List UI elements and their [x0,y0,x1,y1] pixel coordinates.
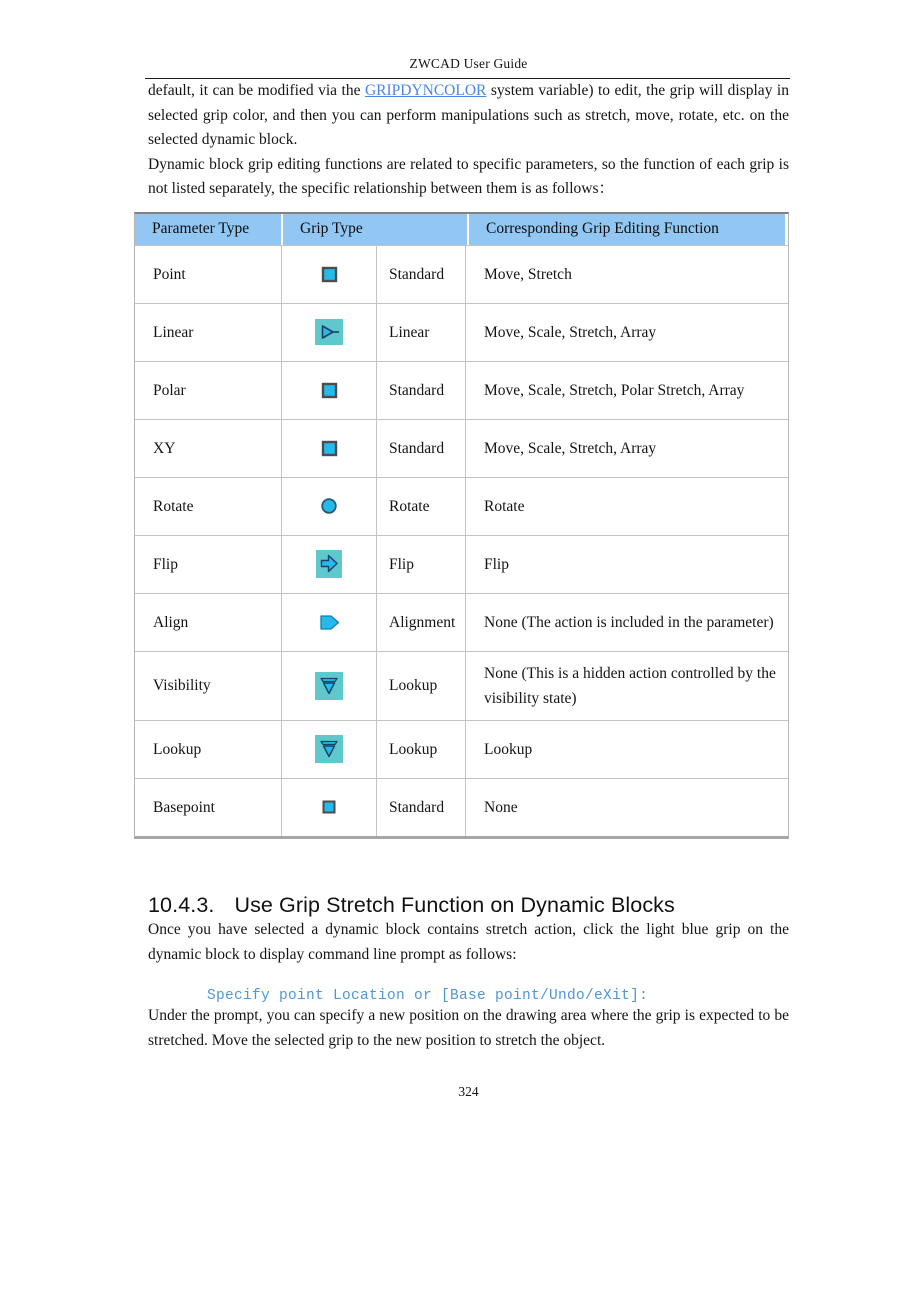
lookup-triangle-grip-icon [315,735,343,763]
section-paragraph-2: Under the prompt, you can specify a new position on the drawing area where the grip is expected to be stretched. Move the selected grip to the new position to stretch the object. [148,1007,789,1049]
grip-icon-cell [282,362,377,419]
linear-triangle-grip-icon [315,319,343,345]
square-small-grip-icon [322,800,336,814]
grip-function-cell: Rotate [484,497,525,515]
lookup-triangle-grip-icon [315,672,343,700]
table-row [135,303,788,361]
grip-icon-cell [282,721,377,778]
table-row [135,361,788,419]
parameter-type-cell: Basepoint [135,779,282,836]
grip-function-cell: None (This is a hidden action controlled by the visibility state) [484,664,776,707]
intro-paragraph-2: Dynamic block grip editing functions are related to specific parameters, so the function of each grip is not listed separately, the specific relationship between them is as follows： [148,155,789,198]
table-row [135,720,788,778]
grip-type-cell: Rotate [377,478,466,535]
grip-type-cell: Lookup [377,721,466,778]
running-header-title: ZWCAD User Guide [409,56,528,71]
intro-paragraph-1 [148,79,789,153]
grip-type-cell: Linear [377,304,466,361]
grip-type-cell: Standard [377,420,466,477]
section-number: 10.4.3. [148,892,215,917]
table-row [135,651,788,720]
grip-function-cell: Move, Scale, Stretch, Polar Stretch, Array [484,381,745,399]
page-number: 324 [458,1084,479,1100]
section-heading [148,893,789,918]
parameter-type-cell: Lookup [135,721,282,778]
align-arrow-grip-icon [319,614,340,631]
parameter-type-cell: Align [135,594,282,651]
section-paragraph-1: Once you have selected a dynamic block contains stretch action, click the light blue grip on the dynamic block to display command line prompt as follows: [148,920,789,963]
square-grip-icon [321,266,338,283]
table-row [135,593,788,651]
grip-icon-cell [282,420,377,477]
paragraph-text: system variable) to edit, the grip will display in selected grip color, and then you can perform manipulations such as stretch, move, rotate, etc. on the selected dynamic block. [148,82,789,149]
table-row [135,477,788,535]
table-row [135,535,788,593]
grip-icon-cell [282,478,377,535]
circle-grip-icon [320,497,338,515]
grip-type-cell: Standard [377,779,466,836]
grip-type-cell: Alignment [377,594,466,651]
parameter-type-cell: Point [135,246,282,303]
grip-function-cell: Move, Scale, Stretch, Array [484,439,657,457]
grip-icon-cell [282,652,377,720]
parameter-type-cell: Linear [135,304,282,361]
grip-type-cell: Flip [377,536,466,593]
command-line-prompt: Specify point Location or [Base point/Undo/eXit]: [207,988,649,1005]
grip-type-cell: Lookup [377,652,466,720]
flip-arrow-grip-icon [316,550,342,578]
grip-function-cell: Move, Stretch [484,265,572,283]
grip-type-cell: Standard [377,362,466,419]
grip-table-body [135,245,788,836]
parameter-type-cell: Rotate [135,478,282,535]
grip-icon-cell [282,594,377,651]
grip-parameter-table [134,212,789,839]
parameter-type-cell: Flip [135,536,282,593]
grip-type-cell: Standard [377,246,466,303]
grip-function-cell: Flip [484,555,509,573]
square-grip-icon [321,382,338,399]
parameter-type-cell: Visibility [135,652,282,720]
paragraph-text: default, it can be modified via the [148,82,365,99]
square-grip-icon [321,440,338,457]
parameter-type-cell: Polar [135,362,282,419]
table-row [135,245,788,303]
table-header-grip-type: Grip Type [283,214,467,245]
table-header-row [135,214,788,245]
grip-icon-cell [282,536,377,593]
grip-function-cell: Move, Scale, Stretch, Array [484,323,657,341]
section-title: Use Grip Stretch Function on Dynamic Blocks [234,892,675,917]
gripdyncolor-link[interactable]: GRIPDYNCOLOR [364,82,487,99]
grip-function-cell: None [484,798,518,816]
table-row [135,778,788,836]
grip-function-cell: Lookup [484,740,533,758]
grip-icon-cell [282,304,377,361]
table-header-parameter-type: Parameter Type [135,214,281,245]
grip-function-cell: None (The action is included in the parameter) [484,613,774,631]
table-row [135,419,788,477]
grip-icon-cell [282,246,377,303]
grip-icon-cell [282,779,377,836]
parameter-type-cell: XY [135,420,282,477]
table-header-grip-function: Corresponding Grip Editing Function [469,214,785,245]
